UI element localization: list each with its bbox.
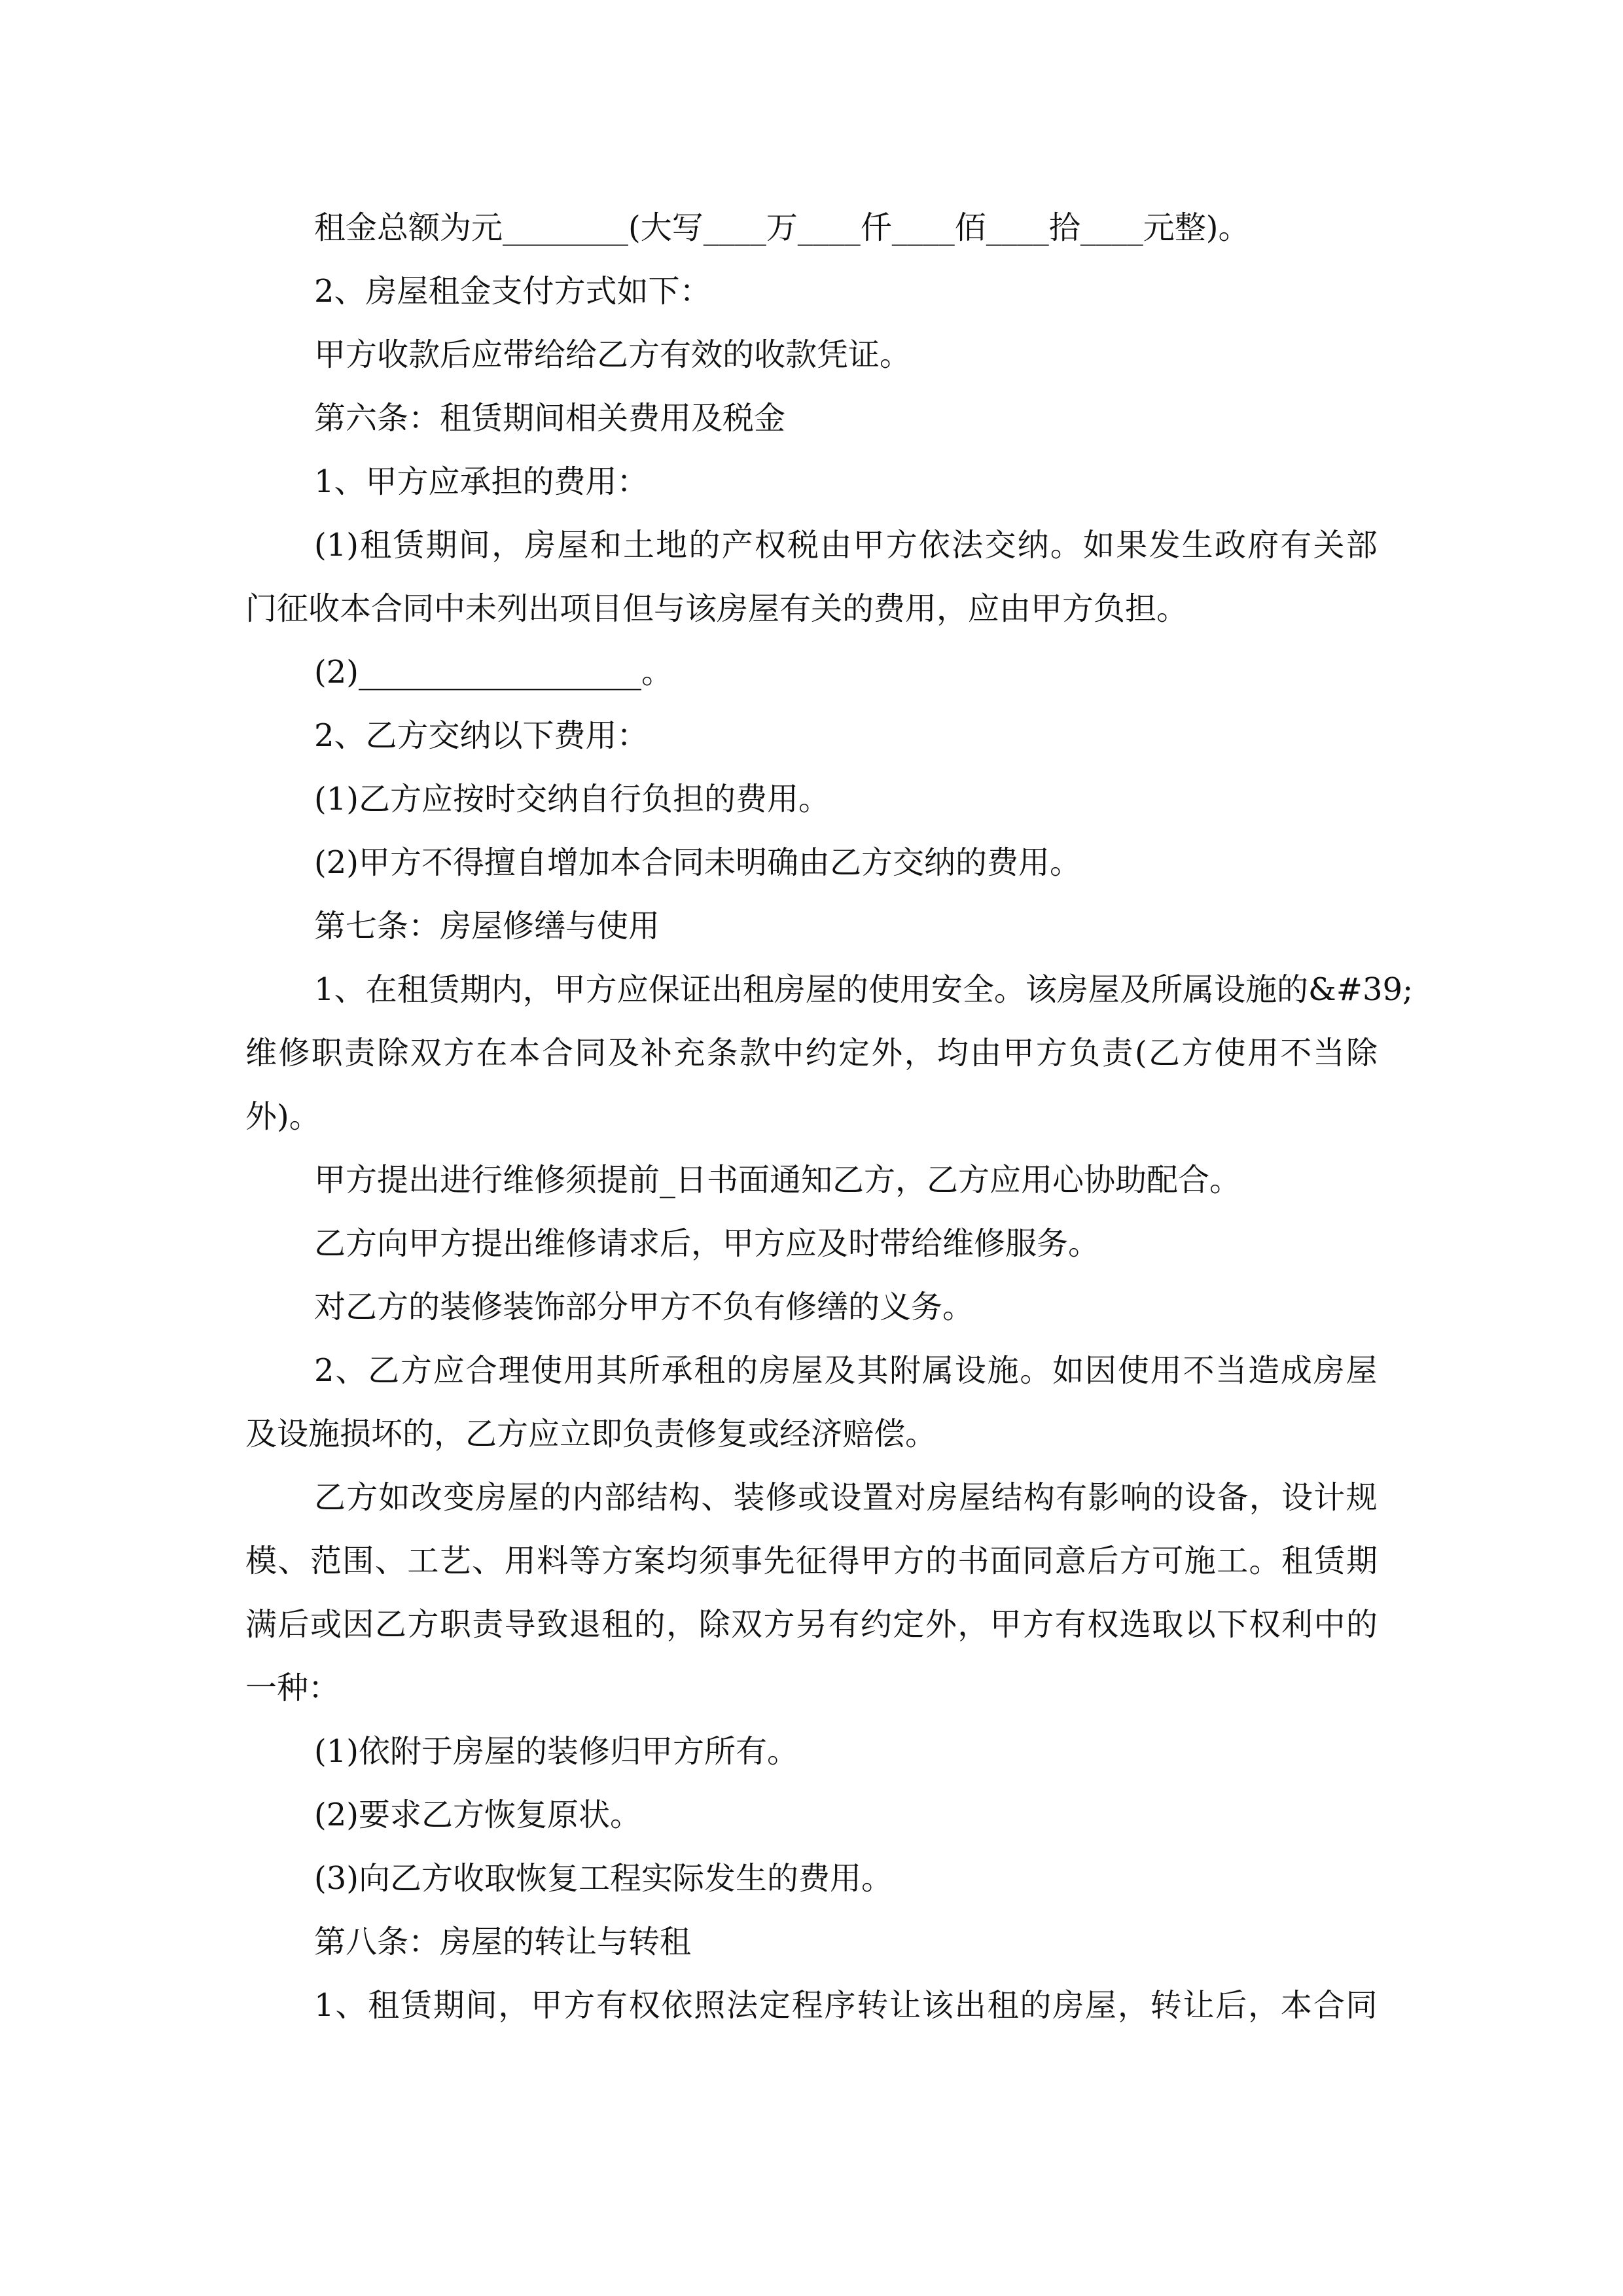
text-glyph: 证 (679, 971, 711, 1008)
text-line: 门征收本合同中未列出项目但与该房屋有关的费用，应由甲方负担。 (245, 590, 1188, 627)
text-glyph: 装 (733, 1479, 765, 1516)
text-glyph: 及 (1119, 971, 1151, 1008)
text-glyph: 使 (531, 1352, 563, 1389)
text-glyph: 设 (954, 1352, 986, 1389)
text-glyph: 充 (673, 1035, 705, 1071)
text-glyph: 模 (245, 1543, 277, 1579)
text-glyph: 该 (921, 1987, 954, 2024)
text-glyph: 甲 (990, 1606, 1022, 1643)
text-glyph: 法 (952, 527, 984, 564)
text-glyph: 定 (838, 1035, 870, 1071)
text-glyph: 法 (726, 1987, 758, 2024)
text-glyph: 期 (425, 527, 457, 564)
text-glyph: 成 (1280, 1352, 1312, 1389)
text-glyph: 房 (475, 1479, 507, 1516)
text-glyph: 间 (458, 527, 490, 564)
text-glyph: 的 (633, 1606, 666, 1643)
text-glyph: 租 (360, 527, 392, 564)
text-glyph: 以 (1184, 1606, 1216, 1643)
text-glyph: 责 (1101, 1035, 1133, 1071)
text-glyph: 权 (628, 1987, 660, 2024)
text-glyph: 设 (1185, 1479, 1217, 1516)
text-glyph: 当 (1215, 1352, 1247, 1389)
text-glyph: 责 (344, 1035, 376, 1071)
text-glyph: 方 (893, 1543, 925, 1579)
text-glyph: 使 (1214, 1035, 1246, 1071)
text-glyph: 房 (927, 1479, 959, 1516)
section-heading: 第六条：租赁期间相关费用及税金 (314, 400, 786, 437)
text-glyph: 理 (498, 1352, 530, 1389)
text-glyph: 案 (633, 1543, 666, 1579)
text-glyph: ， (1248, 1987, 1280, 2024)
text-glyph: 围 (342, 1543, 374, 1579)
text-glyph: 下 (1217, 1606, 1249, 1643)
text-glyph: 在 (476, 1035, 508, 1071)
text-glyph: 租 (397, 971, 429, 1008)
text-glyph: 所 (1150, 971, 1183, 1008)
text-glyph: 外 (925, 1606, 957, 1643)
text-glyph: 产 (721, 527, 753, 564)
text-glyph: 本 (1280, 1987, 1312, 2024)
text-line (245, 1593, 1378, 1657)
text-glyph: 、 (334, 971, 366, 1008)
text-glyph: 用 (1247, 1035, 1279, 1071)
text-glyph: 取 (1152, 1606, 1184, 1643)
text-glyph: 须 (698, 1543, 730, 1579)
text-glyph: 得 (828, 1543, 860, 1579)
text-glyph: 如 (1083, 527, 1115, 564)
text-glyph: 的 (925, 1543, 957, 1579)
text-glyph: 让 (1183, 1987, 1215, 2024)
text-glyph: 除 (698, 1606, 730, 1643)
text-line: 外)。 (245, 1098, 321, 1135)
text-glyph: 期 (1346, 1543, 1378, 1579)
text-glyph: 、 (701, 1479, 733, 1516)
text-glyph: 。 (1249, 1543, 1281, 1579)
text-glyph: 方 (346, 1479, 378, 1516)
text-glyph: 、 (374, 1543, 406, 1579)
text-glyph: 乙 (368, 1352, 400, 1389)
text-glyph: 使 (868, 971, 900, 1008)
text-glyph: 交 (984, 527, 1016, 564)
text-line (245, 1022, 1378, 1085)
text-glyph: 属 (921, 1352, 954, 1389)
text-glyph: 屋 (557, 527, 589, 564)
text-glyph: 备 (1217, 1479, 1249, 1516)
text-glyph: 赁 (1313, 1543, 1346, 1579)
text-glyph: (1) (314, 527, 359, 564)
text-glyph: 面 (990, 1543, 1022, 1579)
text-glyph: 工 (1217, 1543, 1249, 1579)
text-glyph: 的 (688, 527, 721, 564)
text-line: 2、乙方交纳以下费用： (314, 717, 649, 754)
text-glyph: 权 (754, 527, 786, 564)
text-glyph: 施 (1184, 1543, 1216, 1579)
text-glyph: 方 (563, 1987, 596, 2024)
text-glyph: 甲 (554, 971, 586, 1008)
text-line: 乙方向甲方提出维修请求后，甲方应及时带给维修服务。 (314, 1225, 1100, 1262)
text-glyph: 如 (1052, 1352, 1084, 1389)
text-glyph: 出 (954, 1987, 986, 2024)
text-glyph: 有 (1056, 1479, 1088, 1516)
text-glyph: 乙 (314, 1479, 346, 1516)
text-glyph: 屋 (1088, 971, 1120, 1008)
text-glyph: 条 (706, 1035, 738, 1071)
text-glyph: ， (666, 1606, 698, 1643)
text-glyph: 权 (1087, 1606, 1119, 1643)
text-line: 1、甲方应承担的费用： (314, 463, 649, 500)
text-glyph: 合 (465, 1352, 497, 1389)
text-glyph: 利 (1281, 1606, 1313, 1643)
text-glyph: 设 (1281, 1479, 1313, 1516)
text-glyph: 用 (1150, 1352, 1182, 1389)
text-glyph: 先 (763, 1543, 795, 1579)
text-glyph: 中 (1313, 1606, 1346, 1643)
text-line (245, 514, 1378, 577)
text-glyph: 内 (572, 1479, 604, 1516)
text-glyph: 地 (656, 527, 688, 564)
text-glyph: 或 (797, 1479, 829, 1516)
text-glyph: 在 (365, 971, 397, 1008)
text-glyph: 有 (596, 1987, 628, 2024)
text-glyph: 除 (1346, 1035, 1378, 1071)
text-glyph: 房 (1313, 1352, 1345, 1389)
text-glyph: 程 (791, 1987, 823, 2024)
text-line: 甲方提出进行维修须提前_日书面通知乙方，乙方应用心协助配合。 (314, 1162, 1241, 1198)
text-glyph: 2 (314, 1352, 334, 1389)
text-glyph: 构 (1023, 1479, 1055, 1516)
text-glyph: 艺 (439, 1543, 471, 1579)
text-glyph: 屋 (791, 1352, 823, 1389)
text-glyph: 负 (1069, 1035, 1101, 1071)
text-glyph: 不 (1183, 1352, 1215, 1389)
text-glyph: 职 (439, 1606, 471, 1643)
text-glyph: 安 (931, 971, 963, 1008)
text-glyph: 甲 (860, 1543, 892, 1579)
text-glyph: 政 (1214, 527, 1246, 564)
text-line: (2)要求乙方恢复原状。 (314, 1797, 641, 1833)
text-glyph: 房 (524, 527, 556, 564)
text-glyph: 当 (1313, 1035, 1345, 1071)
text-glyph: 导 (504, 1606, 536, 1643)
text-glyph: 的 (1152, 1479, 1184, 1516)
text-line: (1)乙方应按时交纳自行负担的费用。 (314, 781, 830, 817)
text-glyph: 和 (590, 527, 622, 564)
text-glyph: 、 (335, 1987, 367, 2024)
text-glyph: 事 (731, 1543, 763, 1579)
text-glyph: 序 (824, 1987, 856, 2024)
text-glyph: 的 (726, 1352, 758, 1389)
text-glyph: 改 (410, 1479, 442, 1516)
text-line (245, 1530, 1378, 1593)
text-glyph: 的 (1277, 971, 1309, 1008)
text-glyph: 致 (537, 1606, 569, 1643)
text-glyph: 属 (1182, 971, 1214, 1008)
text-glyph: 附 (889, 1352, 921, 1389)
text-glyph: 后 (1087, 1543, 1119, 1579)
text-glyph: 款 (739, 1035, 771, 1071)
text-glyph: 照 (694, 1987, 726, 2024)
text-glyph: ， (904, 1035, 936, 1071)
text-line (245, 1466, 1378, 1530)
text-glyph: 期 (433, 1987, 465, 2024)
text-glyph: 1 (314, 1987, 334, 2024)
section-heading: 第七条：房屋修缮与使用 (314, 908, 660, 944)
text-glyph: 租 (987, 1987, 1019, 2024)
text-glyph: 由 (820, 527, 852, 564)
text-glyph: 应 (616, 971, 649, 1008)
text-glyph: ， (1249, 1479, 1281, 1516)
text-glyph: 约 (805, 1035, 837, 1071)
text-glyph: 让 (889, 1987, 921, 2024)
text-glyph: 。 (1050, 527, 1082, 564)
text-glyph: 部 (1346, 527, 1378, 564)
text-glyph: 设 (830, 1479, 862, 1516)
text-glyph: 其 (596, 1352, 628, 1389)
text-glyph: 发 (1149, 527, 1181, 564)
text-glyph: 的 (1020, 1987, 1052, 2024)
text-line: 甲方收款后应带给给乙方有效的收款凭证。 (314, 336, 912, 373)
text-glyph: 有 (828, 1606, 860, 1643)
text-glyph: 后 (277, 1606, 310, 1643)
text-glyph: 因 (342, 1606, 374, 1643)
text-glyph: 均 (666, 1543, 698, 1579)
text-glyph: 响 (1120, 1479, 1152, 1516)
text-line: (2)__________________。 (314, 654, 673, 691)
text-glyph: 及 (607, 1035, 639, 1071)
text-glyph: &#39; (1308, 971, 1414, 1008)
text-glyph: 的 (836, 971, 868, 1008)
text-glyph: 权 (1249, 1606, 1281, 1643)
text-glyph: 用 (504, 1543, 536, 1579)
text-glyph: 内 (491, 971, 523, 1008)
text-line: (2)甲方不得擅自增加本合同未明确由乙方交纳的费用。 (314, 844, 1081, 881)
text-glyph: 府 (1247, 527, 1279, 564)
text-glyph: ， (1117, 1987, 1149, 2024)
text-glyph: 租 (1281, 1543, 1313, 1579)
text-glyph: 屋 (959, 1479, 991, 1516)
text-glyph: 退 (569, 1606, 601, 1643)
text-glyph: 维 (245, 1035, 277, 1071)
text-glyph: 均 (936, 1035, 969, 1071)
text-glyph: 对 (894, 1479, 926, 1516)
text-glyph: 选 (1119, 1606, 1151, 1643)
text-glyph: 部 (604, 1479, 636, 1516)
text-glyph: 修 (278, 1035, 310, 1071)
text-glyph: 料 (537, 1543, 569, 1579)
text-glyph: 租 (742, 971, 774, 1008)
text-glyph: 中 (772, 1035, 804, 1071)
text-glyph: 范 (310, 1543, 342, 1579)
text-glyph: 除 (377, 1035, 409, 1071)
text-glyph: 屋 (805, 971, 837, 1008)
text-glyph: 果 (1116, 527, 1148, 564)
text-glyph: 全 (962, 971, 994, 1008)
text-glyph: 方 (763, 1606, 795, 1643)
text-glyph: 赁 (393, 527, 425, 564)
text-glyph: 结 (636, 1479, 668, 1516)
text-glyph: 方 (400, 1352, 432, 1389)
text-glyph: 满 (245, 1606, 277, 1643)
text-glyph: 及 (824, 1352, 856, 1389)
text-glyph: 合 (541, 1035, 573, 1071)
text-glyph: 、 (277, 1543, 310, 1579)
text-line (245, 958, 1414, 1022)
text-glyph: 可 (1152, 1543, 1184, 1579)
text-glyph: 有 (1054, 1606, 1086, 1643)
text-line: 租金总额为元________(大写____万____仟____佰____拾____元整)。 (314, 209, 1250, 246)
text-glyph: 后 (1215, 1987, 1247, 2024)
text-glyph: 屋 (507, 1479, 539, 1516)
text-glyph: 甲 (531, 1987, 563, 2024)
text-glyph: 造 (1248, 1352, 1280, 1389)
text-glyph: 职 (311, 1035, 343, 1071)
text-glyph: 其 (857, 1352, 889, 1389)
text-glyph: 同 (575, 1035, 607, 1071)
text-glyph: 合 (1313, 1987, 1345, 2024)
text-glyph: 赁 (428, 971, 460, 1008)
text-glyph: 土 (622, 527, 654, 564)
text-glyph: 由 (970, 1035, 1002, 1071)
text-glyph: 外 (871, 1035, 903, 1071)
text-glyph: 责 (472, 1606, 504, 1643)
text-glyph: 使 (1117, 1352, 1149, 1389)
text-line: 对乙方的装修装饰部分甲方不负有修缮的义务。 (314, 1289, 974, 1325)
text-glyph: 该 (1025, 971, 1057, 1008)
text-glyph: 双 (410, 1035, 442, 1071)
text-glyph: 本 (508, 1035, 541, 1071)
text-glyph: 间 (465, 1987, 497, 2024)
text-glyph: 转 (1150, 1987, 1182, 2024)
text-glyph: 计 (1313, 1479, 1346, 1516)
text-glyph: 方 (885, 527, 918, 564)
text-glyph: 方 (601, 1543, 633, 1579)
text-glyph: 房 (1056, 971, 1088, 1008)
text-glyph: 变 (443, 1479, 475, 1516)
text-glyph: 工 (407, 1543, 439, 1579)
text-glyph: 税 (787, 527, 819, 564)
text-glyph: 同 (1022, 1543, 1054, 1579)
text-line: (3)向乙方收取恢复工程实际发生的费用。 (314, 1860, 893, 1897)
text-glyph: 方 (1022, 1606, 1054, 1643)
text-glyph: 另 (795, 1606, 827, 1643)
text-glyph: 有 (1280, 527, 1312, 564)
text-glyph: 结 (991, 1479, 1023, 1516)
text-glyph: 房 (1052, 1987, 1084, 2024)
text-glyph: 构 (668, 1479, 700, 1516)
text-glyph: 意 (1054, 1543, 1086, 1579)
text-glyph: 方 (1119, 1543, 1151, 1579)
text-line: 一种： (245, 1670, 340, 1706)
text-glyph: 屋 (1085, 1987, 1117, 2024)
text-line (245, 1339, 1378, 1403)
text-glyph: 如 (378, 1479, 410, 1516)
text-glyph: 应 (433, 1352, 465, 1389)
text-glyph: 承 (661, 1352, 693, 1389)
text-glyph: 施 (1245, 971, 1277, 1008)
text-glyph: 定 (893, 1606, 925, 1643)
text-glyph: 依 (661, 1987, 693, 2024)
text-glyph: 不 (1280, 1035, 1312, 1071)
text-glyph: 规 (1346, 1479, 1378, 1516)
text-glyph: 方 (585, 971, 617, 1008)
text-glyph: 房 (758, 1352, 791, 1389)
text-glyph: 。 (993, 971, 1026, 1008)
text-glyph: 房 (774, 971, 806, 1008)
text-glyph: ， (491, 527, 524, 564)
text-glyph: 屋 (1346, 1352, 1378, 1389)
text-glyph: 生 (1181, 527, 1213, 564)
text-glyph: 的 (539, 1479, 571, 1516)
text-glyph: 租 (368, 1987, 400, 2024)
text-glyph: 定 (758, 1987, 791, 2024)
text-glyph: 或 (310, 1606, 342, 1643)
text-glyph: 约 (860, 1606, 892, 1643)
text-glyph: 关 (1313, 527, 1345, 564)
text-glyph: 、 (472, 1543, 504, 1579)
text-glyph: 用 (563, 1352, 596, 1389)
text-glyph: 乙 (1148, 1035, 1180, 1071)
text-glyph: 依 (918, 527, 950, 564)
text-glyph: ， (522, 971, 554, 1008)
text-glyph: 赁 (400, 1987, 432, 2024)
text-glyph: 甲 (1003, 1035, 1035, 1071)
text-glyph: 置 (862, 1479, 894, 1516)
text-glyph: 补 (640, 1035, 672, 1071)
text-glyph: 转 (857, 1987, 889, 2024)
document-body (245, 196, 1414, 2037)
text-line: 及设施损坏的，乙方应立即负责修复或经济赔偿。 (245, 1416, 937, 1452)
text-glyph: 所 (628, 1352, 660, 1389)
text-glyph: ， (498, 1987, 530, 2024)
text-glyph: 的 (1346, 1606, 1378, 1643)
text-glyph: 用 (899, 971, 931, 1008)
text-glyph: 。 (1020, 1352, 1052, 1389)
text-glyph: 方 (407, 1606, 439, 1643)
text-line: (1)依附于房屋的装修归甲方所有。 (314, 1733, 798, 1770)
text-glyph: 租 (694, 1352, 726, 1389)
text-glyph: 1 (314, 971, 334, 1008)
text-glyph: 修 (765, 1479, 797, 1516)
text-glyph: 甲 (853, 527, 885, 564)
text-glyph: ( (1134, 1035, 1147, 1071)
text-glyph: 期 (459, 971, 491, 1008)
text-glyph: 租 (601, 1606, 633, 1643)
text-glyph: 双 (731, 1606, 763, 1643)
text-line: 2、房屋租金支付方式如下： (314, 273, 711, 310)
text-glyph: 影 (1088, 1479, 1120, 1516)
text-glyph: 乙 (374, 1606, 406, 1643)
text-glyph: 出 (711, 971, 743, 1008)
text-glyph: 因 (1085, 1352, 1117, 1389)
text-glyph: 施 (987, 1352, 1019, 1389)
text-glyph: ， (957, 1606, 990, 1643)
text-glyph: 保 (648, 971, 680, 1008)
section-heading: 第八条：房屋的转让与转租 (314, 1924, 692, 1960)
text-line (245, 1974, 1378, 2037)
text-glyph: 等 (569, 1543, 601, 1579)
text-glyph: 设 (1213, 971, 1245, 1008)
text-glyph: 、 (335, 1352, 367, 1389)
text-glyph: 方 (1181, 1035, 1213, 1071)
text-glyph: 纳 (1017, 527, 1049, 564)
text-glyph: 征 (795, 1543, 827, 1579)
text-glyph: 方 (1035, 1035, 1067, 1071)
text-glyph: 书 (957, 1543, 990, 1579)
text-glyph: 同 (1346, 1987, 1378, 2024)
text-glyph: 方 (442, 1035, 474, 1071)
